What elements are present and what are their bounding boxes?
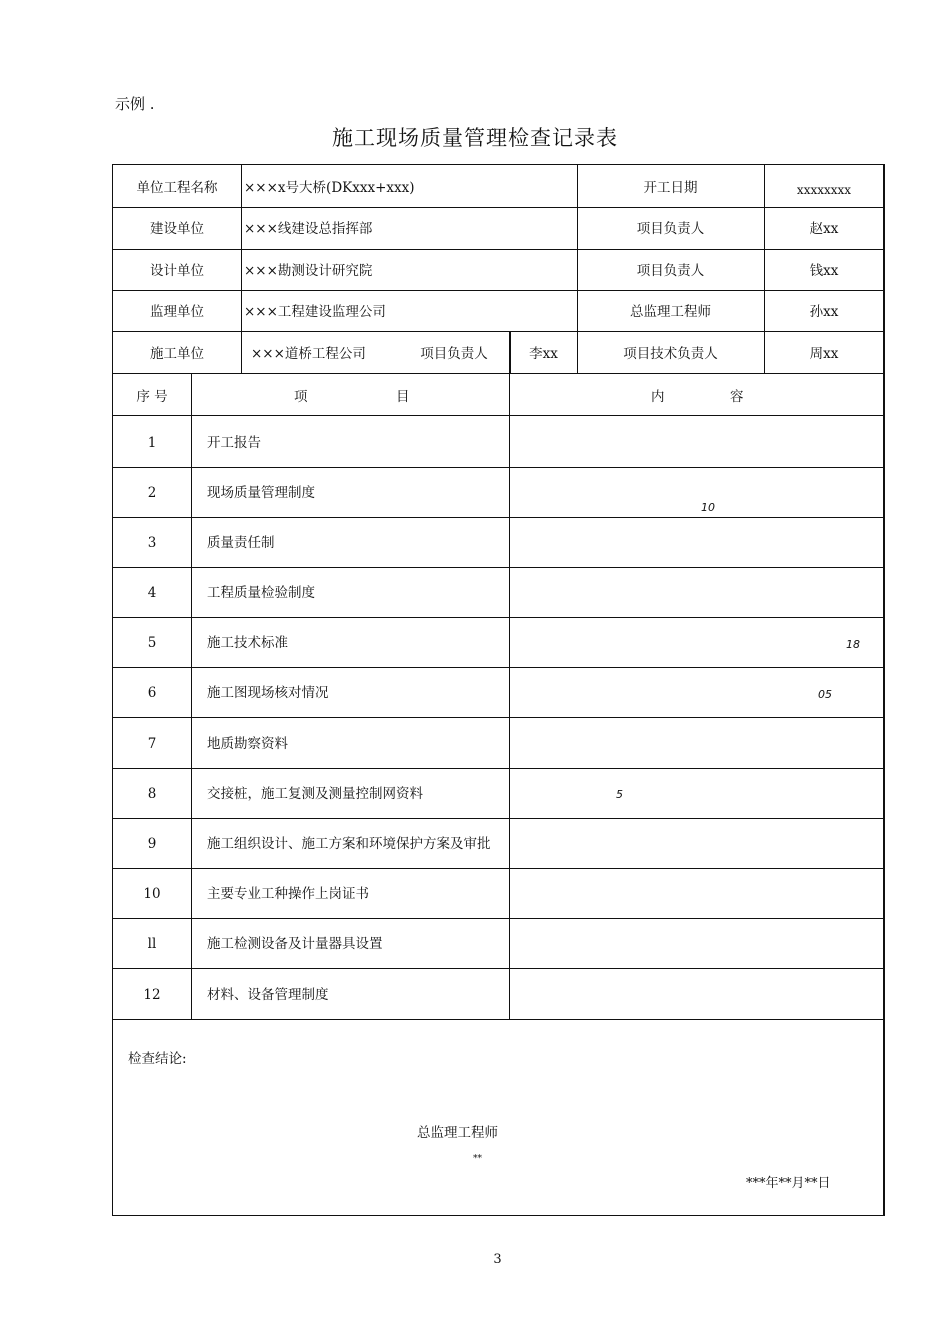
table-row-no: 2 xyxy=(147,485,157,501)
table-row-content: 5 xyxy=(616,788,623,801)
table-row-no: 9 xyxy=(147,836,157,852)
start-date-label: 开工日期 xyxy=(643,180,698,196)
table-row-no: 4 xyxy=(147,585,157,601)
column-header-content-2: 容 xyxy=(730,389,744,405)
construction-pm-value: 赵xx xyxy=(809,221,839,237)
table-row-item: 工程质量检验制度 xyxy=(207,585,315,601)
table-row-content: 18 xyxy=(846,638,860,651)
signer-name: ** xyxy=(473,1154,482,1164)
table-row-item: 施工技术标准 xyxy=(207,635,288,651)
unit-project-label: 单位工程名称 xyxy=(136,180,218,196)
table-row-no: 12 xyxy=(143,987,161,1003)
table-row-content: 05 xyxy=(818,688,832,701)
chief-supervisor-value: 孙xx xyxy=(809,304,839,320)
table-row-item: 施工检测设备及计量器具设置 xyxy=(207,936,383,952)
example-label: 示例 . xyxy=(115,95,155,113)
supervision-org-value: ×××工程建设监理公司 xyxy=(244,304,386,320)
construction-pm-label: 项目负责人 xyxy=(636,221,705,237)
table-row-item: 现场质量管理制度 xyxy=(207,485,315,501)
column-header-no: 序 号 xyxy=(136,389,168,405)
column-header-item-1: 项 xyxy=(294,389,308,405)
design-pm-value: 钱xx xyxy=(809,263,839,279)
conclusion-label: 检查结论: xyxy=(128,1051,187,1067)
design-pm-label: 项目负责人 xyxy=(636,263,705,279)
page-number: 3 xyxy=(493,1252,502,1267)
sign-date: ***年**月**日 xyxy=(746,1176,831,1191)
construction-org-label: 建设单位 xyxy=(150,221,204,237)
construction-org-value: ×××线建设总指挥部 xyxy=(244,221,373,237)
contractor-label: 施工单位 xyxy=(150,346,204,362)
tech-lead-label: 项目技术负责人 xyxy=(623,346,718,362)
page-title: 施工现场质量管理检查记录表 xyxy=(332,126,618,150)
column-header-item-2: 目 xyxy=(396,389,410,405)
table-row-no: 10 xyxy=(143,886,161,902)
table-row-no: 8 xyxy=(147,786,157,802)
contractor-value: ×××道桥工程公司 xyxy=(251,346,366,362)
unit-project-value: ×××x号大桥(DKxxx+xxx) xyxy=(244,180,415,196)
table-row-item: 材料、设备管理制度 xyxy=(207,987,329,1003)
design-org-label: 设计单位 xyxy=(150,263,204,279)
table-row-no: 7 xyxy=(147,736,157,752)
table-row-item: 质量责任制 xyxy=(207,535,275,551)
contractor-pm-value: 李xx xyxy=(529,346,558,362)
table-row-no: 3 xyxy=(147,535,157,551)
table-row-item: 地质勘察资料 xyxy=(207,736,288,752)
inspection-record-table xyxy=(112,164,885,1216)
contractor-pm-label: 项目负责人 xyxy=(420,346,488,362)
table-row-item: 施工组织设计、施工方案和环境保护方案及审批 xyxy=(207,836,491,852)
table-row-item: 施工图现场核对情况 xyxy=(207,685,329,701)
table-row-no: 6 xyxy=(147,685,157,701)
start-date-value: xxxxxxxx xyxy=(796,183,852,197)
table-row-item: 主要专业工种操作上岗证书 xyxy=(207,886,369,902)
table-row-no: 1 xyxy=(147,435,157,451)
table-row-no: ll xyxy=(147,936,157,952)
supervision-org-label: 监理单位 xyxy=(150,304,204,320)
table-row-no: 5 xyxy=(147,635,157,651)
signer-title: 总监理工程师 xyxy=(417,1125,498,1141)
design-org-value: ×××勘测设计研究院 xyxy=(244,263,373,279)
tech-lead-value: 周xx xyxy=(809,346,839,362)
table-row-content: 10 xyxy=(701,501,715,514)
column-header-content-1: 内 xyxy=(651,389,665,405)
table-row-item: 开工报告 xyxy=(207,435,261,451)
table-row-item: 交接桩，施工复测及测量控制网资料 xyxy=(207,786,423,802)
chief-supervisor-label: 总监理工程师 xyxy=(630,304,711,320)
